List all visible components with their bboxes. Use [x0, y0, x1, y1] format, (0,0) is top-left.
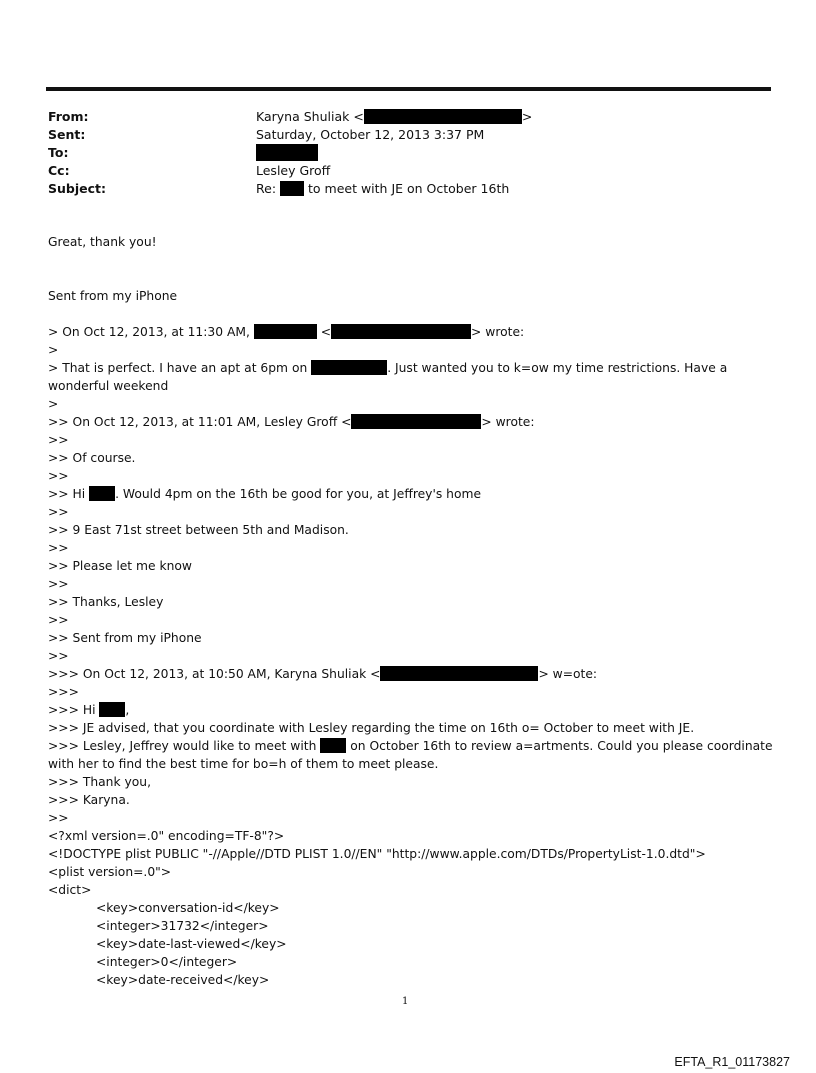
body-line: >>>: [48, 685, 79, 699]
redaction-block: [364, 109, 522, 124]
from-label: From:: [48, 109, 89, 124]
body-line: >>> Karyna.: [48, 793, 130, 807]
body-text: > On Oct 12, 2013, at 11:30 AM,: [48, 325, 250, 339]
subject-prefix: Re:: [256, 181, 277, 196]
cc-row: [48, 162, 768, 180]
redaction-block: [380, 666, 538, 681]
subject-row: [48, 180, 768, 198]
body-line: >> 9 East 71st street between 5th and Madison.: [48, 523, 349, 537]
body-line: >> Of course.: [48, 451, 136, 465]
body-line: >>: [48, 577, 69, 591]
body-line: >>: [48, 505, 69, 519]
body-text: >>> Hi: [48, 703, 96, 717]
body-text: . Would 4pm on the 16th be good for you, at Jeffrey's home: [115, 487, 482, 501]
redaction-block: [280, 181, 304, 196]
bates-number: EFTA_R1_01173827: [674, 1055, 790, 1069]
redaction-block: [256, 144, 318, 161]
body-line: >>: [48, 469, 69, 483]
body-line: >>: [48, 541, 69, 555]
body-text: <: [320, 325, 332, 339]
to-row: [48, 144, 768, 162]
from-name: Karyna Shuliak <: [256, 109, 364, 124]
body-line: >>> Thank you,: [48, 775, 151, 789]
body-text: > w=ote:: [538, 667, 598, 681]
body-line: [48, 701, 778, 719]
header-rule: [46, 87, 771, 91]
body-line: <plist version=.0">: [48, 865, 172, 879]
body-line: [48, 359, 778, 395]
body-line: Great, thank you!: [48, 235, 157, 249]
sent-value: Saturday, October 12, 2013 3:37 PM: [256, 127, 485, 142]
body-line: >>: [48, 811, 69, 825]
email-header: [48, 108, 768, 198]
cc-label: Cc:: [48, 163, 70, 178]
body-text: ,: [125, 703, 130, 717]
redaction-block: [254, 324, 317, 339]
body-line: [48, 665, 778, 683]
body-text: > That is perfect. I have an apt at 6pm on: [48, 361, 308, 375]
to-label: To:: [48, 145, 69, 160]
body-text: > wrote:: [481, 415, 535, 429]
subject-value: [256, 180, 509, 198]
body-line: >>> JE advised, that you coordinate with Lesley regarding the time on 16th o= October to meet with JE.: [48, 721, 695, 735]
body-line: <dict>: [48, 883, 92, 897]
redaction-block: [331, 324, 471, 339]
redaction-block: [351, 414, 481, 429]
body-line: >: [48, 397, 59, 411]
cc-value: Lesley Groff: [256, 163, 331, 178]
body-line: <!DOCTYPE plist PUBLIC "-//Apple//DTD PLIST 1.0//EN" "http://www.apple.com/DTDs/PropertyList-1.0.dtd">: [48, 847, 706, 861]
body-line: <key>date-last-viewed</key>: [96, 937, 287, 951]
body-line: <key>date-received</key>: [96, 973, 270, 987]
body-text: >> On Oct 12, 2013, at 11:01 AM, Lesley Groff <: [48, 415, 352, 429]
body-line: >>: [48, 613, 69, 627]
body-text: on October 16th to review a=artments. Could you please coordinate with her to find the best time for bo=h of them to meet please.: [48, 739, 773, 771]
body-line: >> Please let me know: [48, 559, 192, 573]
redaction-block: [99, 702, 125, 717]
body-line: >>: [48, 433, 69, 447]
subject-rest: to meet with JE on October 16th: [308, 181, 510, 196]
body-line: [48, 413, 778, 431]
email-body: [48, 233, 778, 989]
body-text: >>> On Oct 12, 2013, at 10:50 AM, Karyna Shuliak <: [48, 667, 381, 681]
body-line: [48, 323, 778, 341]
body-line: <integer>31732</integer>: [96, 919, 269, 933]
body-line: [48, 737, 778, 773]
redaction-block: [311, 360, 387, 375]
body-line: >> Thanks, Lesley: [48, 595, 164, 609]
redaction-block: [320, 738, 346, 753]
body-line: [48, 485, 778, 503]
body-text: >> Hi: [48, 487, 86, 501]
subject-label: Subject:: [48, 181, 106, 196]
from-value: [256, 108, 532, 126]
page-number: 1: [402, 996, 409, 1007]
body-line: Sent from my iPhone: [48, 289, 178, 303]
to-value: [256, 144, 318, 163]
body-line: <key>conversation-id</key>: [96, 901, 280, 915]
sent-row: [48, 126, 768, 144]
from-row: [48, 108, 768, 126]
sent-label: Sent:: [48, 127, 86, 142]
body-line: <?xml version=.0" encoding=TF-8"?>: [48, 829, 285, 843]
body-text: > wrote:: [471, 325, 525, 339]
redaction-block: [89, 486, 115, 501]
body-line: >>: [48, 649, 69, 663]
body-line: >> Sent from my iPhone: [48, 631, 202, 645]
body-text: >>> Lesley, Jeffrey would like to meet with: [48, 739, 317, 753]
body-line: >: [48, 343, 59, 357]
body-line: <integer>0</integer>: [96, 955, 238, 969]
from-value-end: >: [521, 109, 533, 124]
body-text: . Just wanted you to k=ow my time restrictions. Have a wonderful weekend: [48, 361, 728, 393]
